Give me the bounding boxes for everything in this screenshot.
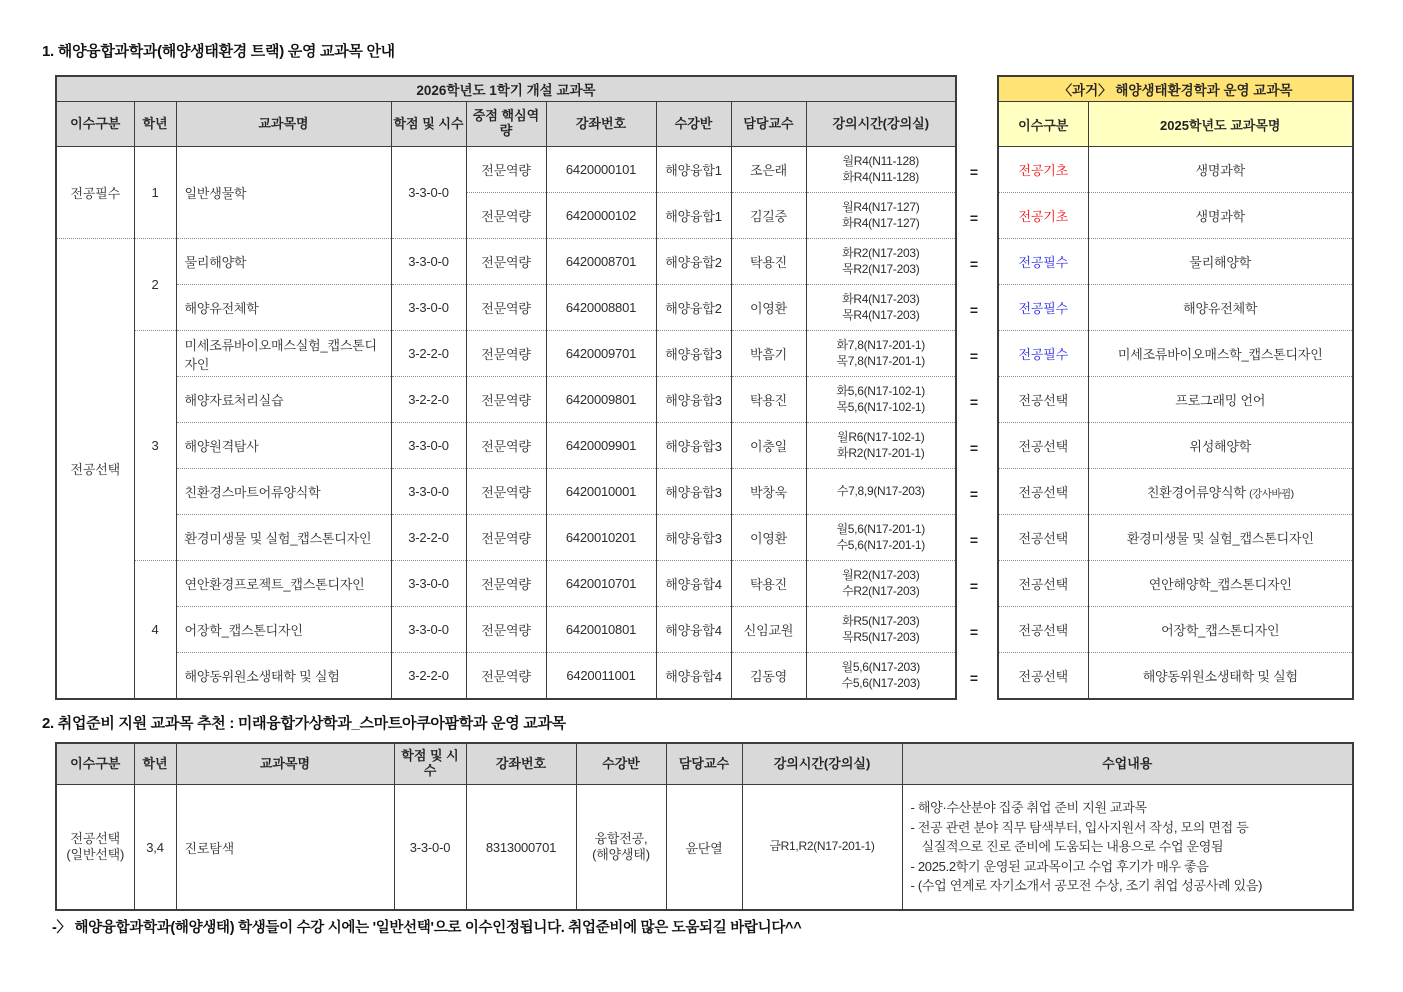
equals-sign: =: [969, 624, 979, 640]
section-cell: 해양융합4: [656, 607, 731, 653]
course-name-cell: 해양유전체학: [176, 285, 391, 331]
time-line1: 화7,8(N17-201-1): [836, 337, 925, 352]
competency-cell: 전문역량: [466, 607, 546, 653]
time-line1: 화5,6(N17-102-1): [836, 383, 925, 398]
credits-cell: 3-3-0-0: [391, 423, 466, 469]
course-name-cell: 일반생물학: [176, 147, 391, 239]
competency-cell: 전문역량: [466, 193, 546, 239]
table-row: [998, 193, 1353, 239]
class-number-cell: 6420009901: [546, 423, 656, 469]
competency-cell: 전문역량: [466, 515, 546, 561]
time-line2: 수5,6(N17-203): [841, 675, 920, 690]
course-name-cell: 친환경스마트어류양식학: [176, 469, 391, 515]
col-header-class-no: 강좌번호: [466, 743, 576, 785]
time-cell: [806, 653, 956, 700]
legacy-category-cell: 전공선택: [998, 653, 1088, 700]
time-cell: [806, 193, 956, 239]
competency-cell: 전문역량: [466, 285, 546, 331]
course-name-cell: 미세조류바이오매스실험_캡스톤디자인: [176, 331, 391, 377]
legacy-course-cell: 어장학_캡스톤디자인: [1088, 607, 1353, 653]
time-line2: 목R2(N17-203): [842, 261, 920, 276]
table-title-row: [998, 76, 1353, 102]
time-line1: 화R5(N17-203): [842, 613, 920, 628]
section1-title: 1. 해양융합과학과(해양생태환경 트랙) 운영 교과목 안내: [42, 43, 395, 60]
time-line2: 화R4(N17-127): [842, 215, 920, 230]
grade-cell: 4: [134, 561, 176, 700]
time-line1: 월5,6(N17-203): [841, 659, 920, 674]
legacy-course-cell: 위성해양학: [1088, 423, 1353, 469]
time-line1: 월R4(N17-127): [842, 199, 920, 214]
time-line2: 수5,6(N17-201-1): [836, 537, 925, 552]
time-line1: 월R4(N11-128): [842, 153, 919, 168]
section2-title: 2. 취업준비 지원 교과목 추천 : 미래융합가상학과_스마트아쿠아팜학과 운영 교과목: [42, 715, 566, 732]
professor-cell: 이영환: [731, 515, 806, 561]
time-line2: 화R4(N11-128): [842, 169, 919, 184]
table-row: [998, 515, 1353, 561]
table-row: [56, 239, 956, 285]
col-header-course: 교과목명: [176, 102, 391, 147]
legacy-category-cell: 전공필수: [998, 285, 1088, 331]
time-line1: 수7,8,9(N17-203): [836, 483, 925, 498]
competency-cell: 전문역량: [466, 239, 546, 285]
equals-sign: =: [969, 578, 979, 594]
course-name-cell: 환경미생물 및 실험_캡스톤디자인: [176, 515, 391, 561]
credits-cell: 3-2-2-0: [391, 377, 466, 423]
class-number-cell: 8313000701: [466, 785, 576, 911]
legacy-course-cell: 물리해양학: [1088, 239, 1353, 285]
class-number-cell: 6420008701: [546, 239, 656, 285]
credits-cell: 3-3-0-0: [391, 285, 466, 331]
legacy-course-cell: 환경미생물 및 실험_캡스톤디자인: [1088, 515, 1353, 561]
legacy-course-table: [997, 75, 1354, 700]
class-number-cell: 6420010701: [546, 561, 656, 607]
competency-cell: 전문역량: [466, 147, 546, 193]
table-row: [56, 515, 956, 561]
category-line2: (일반선택): [66, 847, 125, 862]
category-cell: 전공필수: [56, 147, 134, 239]
competency-cell: 전문역량: [466, 469, 546, 515]
table-row: [56, 147, 956, 193]
time-line2: 목R5(N17-203): [842, 629, 920, 644]
col-header-class-no: 강좌번호: [546, 102, 656, 147]
time-cell: [806, 285, 956, 331]
col-header-course: 교과목명: [176, 743, 394, 785]
credits-cell: 3-3-0-0: [391, 469, 466, 515]
time-cell: [806, 561, 956, 607]
table-row: [998, 653, 1353, 700]
col-header-grade: 학년: [134, 102, 176, 147]
equals-sign: =: [969, 394, 979, 410]
section-cell: 해양융합2: [656, 239, 731, 285]
class-number-cell: 6420011001: [546, 653, 656, 700]
professor-cell: 김동영: [731, 653, 806, 700]
table-row: [56, 377, 956, 423]
legacy-table-title: 〈과거〉 해양생태환경학과 운영 교과목: [998, 76, 1353, 102]
col-header-section: 수강반: [576, 743, 666, 785]
table-row: [56, 469, 956, 515]
class-number-cell: 6420008801: [546, 285, 656, 331]
course-contents-cell: [902, 785, 1353, 911]
legacy-course-note: (강사바뀜): [1249, 488, 1294, 500]
col-header-time: 강의시간(강의실): [742, 743, 902, 785]
professor-cell: 탁용진: [731, 561, 806, 607]
legacy-course-cell: [1088, 469, 1353, 515]
class-number-cell: 6420000102: [546, 193, 656, 239]
time-cell: [806, 147, 956, 193]
table-row: [998, 607, 1353, 653]
professor-cell: 김길중: [731, 193, 806, 239]
col-header-contents: 수업내용: [902, 743, 1353, 785]
contents-line: - (수업 연계로 자기소개서 공모전 수상, 조기 취업 성공사례 있음): [910, 878, 1263, 894]
grade-cell: 1: [134, 147, 176, 239]
table-row: [56, 653, 956, 700]
professor-cell: 이영환: [731, 285, 806, 331]
competency-cell: 전문역량: [466, 561, 546, 607]
equals-sign: =: [969, 440, 979, 456]
credits-cell: 3-3-0-0: [391, 607, 466, 653]
legacy-category-cell: 전공선택: [998, 515, 1088, 561]
section-line2: (해양생태): [592, 847, 650, 862]
legacy-category-cell: 전공선택: [998, 377, 1088, 423]
table-row: [998, 469, 1353, 515]
equals-sign: =: [969, 670, 979, 686]
table-row: [998, 423, 1353, 469]
equals-sign: =: [969, 532, 979, 548]
section-cell: [576, 785, 666, 911]
column-header-row: [56, 102, 956, 147]
table-row: [998, 239, 1353, 285]
legacy-category-cell: 전공기초: [998, 193, 1088, 239]
time-cell: [806, 377, 956, 423]
col-header-section: 수강반: [656, 102, 731, 147]
equals-sign: =: [969, 302, 979, 318]
col-header-course-2025: 2025학년도 교과목명: [1088, 102, 1353, 147]
contents-line: 실질적으로 진로 준비에 도움되는 내용으로 수업 운영됨: [921, 839, 1224, 855]
footnote: -〉 해양융합과학과(해양생태) 학생들이 수강 시에는 '일반선택'으로 이수인정됩니다. 취업준비에 많은 도움되길 바랍니다^^: [52, 920, 802, 936]
legacy-category-cell: 전공기초: [998, 147, 1088, 193]
legacy-category-cell: 전공필수: [998, 239, 1088, 285]
table-row: [56, 607, 956, 653]
category-cell: 전공선택: [56, 239, 134, 700]
time-line1: 월R6(N17-102-1): [837, 429, 925, 444]
legacy-course-cell: 생명과학: [1088, 147, 1353, 193]
time-line2: 화R2(N17-201-1): [837, 445, 925, 460]
job-prep-course-table: [55, 742, 1354, 911]
column-header-row: [998, 102, 1353, 147]
legacy-category-cell: 전공선택: [998, 423, 1088, 469]
professor-cell: 탁용진: [731, 239, 806, 285]
table-row: [56, 285, 956, 331]
col-header-professor: 담당교수: [731, 102, 806, 147]
course-name-cell: 진로탐색: [176, 785, 394, 911]
contents-line: - 해양·수산분야 집중 취업 준비 지원 교과목: [910, 800, 1147, 816]
class-number-cell: 6420010801: [546, 607, 656, 653]
legacy-course-cell: 해양동위원소생태학 및 실험: [1088, 653, 1353, 700]
time-line2: 수R2(N17-203): [842, 583, 920, 598]
time-cell: 금R1,R2(N17-201-1): [742, 785, 902, 911]
table-row: [998, 377, 1353, 423]
table-title-row: [56, 76, 956, 102]
class-number-cell: 6420010201: [546, 515, 656, 561]
legacy-course-cell: 연안해양학_캡스톤디자인: [1088, 561, 1353, 607]
table-row: [998, 285, 1353, 331]
main-table-title: 2026학년도 1학기 개설 교과목: [56, 76, 956, 102]
time-line2: 목7,8(N17-201-1): [836, 353, 925, 368]
time-line2: 목R4(N17-203): [842, 307, 920, 322]
section-cell: 해양융합1: [656, 147, 731, 193]
time-line1: 화R4(N17-203): [842, 291, 920, 306]
col-header-category: 이수구분: [56, 102, 134, 147]
equals-sign: =: [969, 486, 979, 502]
legacy-course-name: 친환경어류양식학: [1146, 485, 1246, 500]
course-name-cell: 해양자료처리실습: [176, 377, 391, 423]
contents-line: - 2025.2학기 운영된 교과목이고 수업 후기가 매우 좋음: [910, 858, 1209, 874]
equals-sign: =: [969, 210, 979, 226]
time-cell: [806, 239, 956, 285]
legacy-category-cell: 전공필수: [998, 331, 1088, 377]
col-header-professor: 담당교수: [666, 743, 742, 785]
table-row: [56, 785, 1353, 911]
legacy-course-cell: 생명과학: [1088, 193, 1353, 239]
class-number-cell: 6420000101: [546, 147, 656, 193]
course-name-cell: 해양원격탐사: [176, 423, 391, 469]
grade-cell: 3,4: [134, 785, 176, 911]
credits-cell: 3-2-2-0: [391, 515, 466, 561]
competency-cell: 전문역량: [466, 331, 546, 377]
equivalence-strip: [953, 149, 995, 701]
time-line2: 목5,6(N17-102-1): [836, 399, 925, 414]
legacy-course-cell: 프로그래밍 언어: [1088, 377, 1353, 423]
contents-line: - 전공 관련 분야 직무 탐색부터, 입사지원서 작성, 모의 면접 등: [910, 819, 1249, 835]
time-cell: [806, 423, 956, 469]
category-line1: 전공선택: [70, 830, 120, 846]
col-header-grade: 학년: [134, 743, 176, 785]
credits-cell: 3-3-0-0: [391, 561, 466, 607]
legacy-category-cell: 전공선택: [998, 607, 1088, 653]
table-row: [998, 147, 1353, 193]
competency-cell: 전문역량: [466, 653, 546, 700]
grade-cell: 3: [134, 331, 176, 561]
section-cell: 해양융합3: [656, 515, 731, 561]
time-cell: [806, 331, 956, 377]
course-name-cell: 어장학_캡스톤디자인: [176, 607, 391, 653]
equals-sign: =: [969, 256, 979, 272]
credits-cell: 3-2-2-0: [391, 653, 466, 700]
legacy-course-cell: 해양유전체학: [1088, 285, 1353, 331]
professor-cell: 박흠기: [731, 331, 806, 377]
legacy-course-cell: 미세조류바이오매스학_캡스톤디자인: [1088, 331, 1353, 377]
column-header-row: [56, 743, 1353, 785]
table-row: [998, 331, 1353, 377]
section-cell: 해양융합3: [656, 423, 731, 469]
category-cell: [56, 785, 134, 911]
course-name-cell: 해양동위원소생태학 및 실험: [176, 653, 391, 700]
time-cell: [806, 515, 956, 561]
section-cell: 해양융합4: [656, 561, 731, 607]
col-header-credits: 학점 및 시수: [391, 102, 466, 147]
course-name-cell: 물리해양학: [176, 239, 391, 285]
table-row: [56, 331, 956, 377]
credits-cell: 3-3-0-0: [394, 785, 466, 911]
professor-cell: 이충일: [731, 423, 806, 469]
course-name-cell: 연안환경프로젝트_캡스톤디자인: [176, 561, 391, 607]
credits-cell: 3-2-2-0: [391, 331, 466, 377]
col-header-time: 강의시간(강의실): [806, 102, 956, 147]
time-line1: 월5,6(N17-201-1): [836, 521, 925, 536]
section-cell: 해양융합4: [656, 653, 731, 700]
class-number-cell: 6420009701: [546, 331, 656, 377]
section-cell: 해양융합3: [656, 377, 731, 423]
time-cell: [806, 469, 956, 515]
equals-sign: =: [969, 164, 979, 180]
section-cell: 해양융합2: [656, 285, 731, 331]
professor-cell: 조은래: [731, 147, 806, 193]
time-line1: 월R2(N17-203): [842, 567, 920, 582]
competency-cell: 전문역량: [466, 377, 546, 423]
section-cell: 해양융합1: [656, 193, 731, 239]
col-header-competency: 중점 핵심역량: [466, 102, 546, 147]
table-row: [56, 423, 956, 469]
col-header-category: 이수구분: [56, 743, 134, 785]
time-cell: [806, 607, 956, 653]
table-row: [56, 561, 956, 607]
legacy-category-cell: 전공선택: [998, 469, 1088, 515]
professor-cell: 신임교원: [731, 607, 806, 653]
time-line1: 화R2(N17-203): [842, 245, 920, 260]
section-cell: 해양융합3: [656, 469, 731, 515]
class-number-cell: 6420009801: [546, 377, 656, 423]
credits-cell: 3-3-0-0: [391, 147, 466, 239]
competency-cell: 전문역량: [466, 423, 546, 469]
table-row: [998, 561, 1353, 607]
grade-cell: 2: [134, 239, 176, 331]
main-course-table: [55, 75, 957, 700]
professor-cell: 윤단열: [666, 785, 742, 911]
col-header-category: 이수구분: [998, 102, 1088, 147]
section-cell: 해양융합3: [656, 331, 731, 377]
class-number-cell: 6420010001: [546, 469, 656, 515]
equals-sign: =: [969, 348, 979, 364]
professor-cell: 박창욱: [731, 469, 806, 515]
col-header-credits: 학점 및 시수: [394, 743, 466, 785]
section-line1: 융합전공,: [594, 830, 648, 846]
legacy-category-cell: 전공선택: [998, 561, 1088, 607]
professor-cell: 탁용진: [731, 377, 806, 423]
credits-cell: 3-3-0-0: [391, 239, 466, 285]
